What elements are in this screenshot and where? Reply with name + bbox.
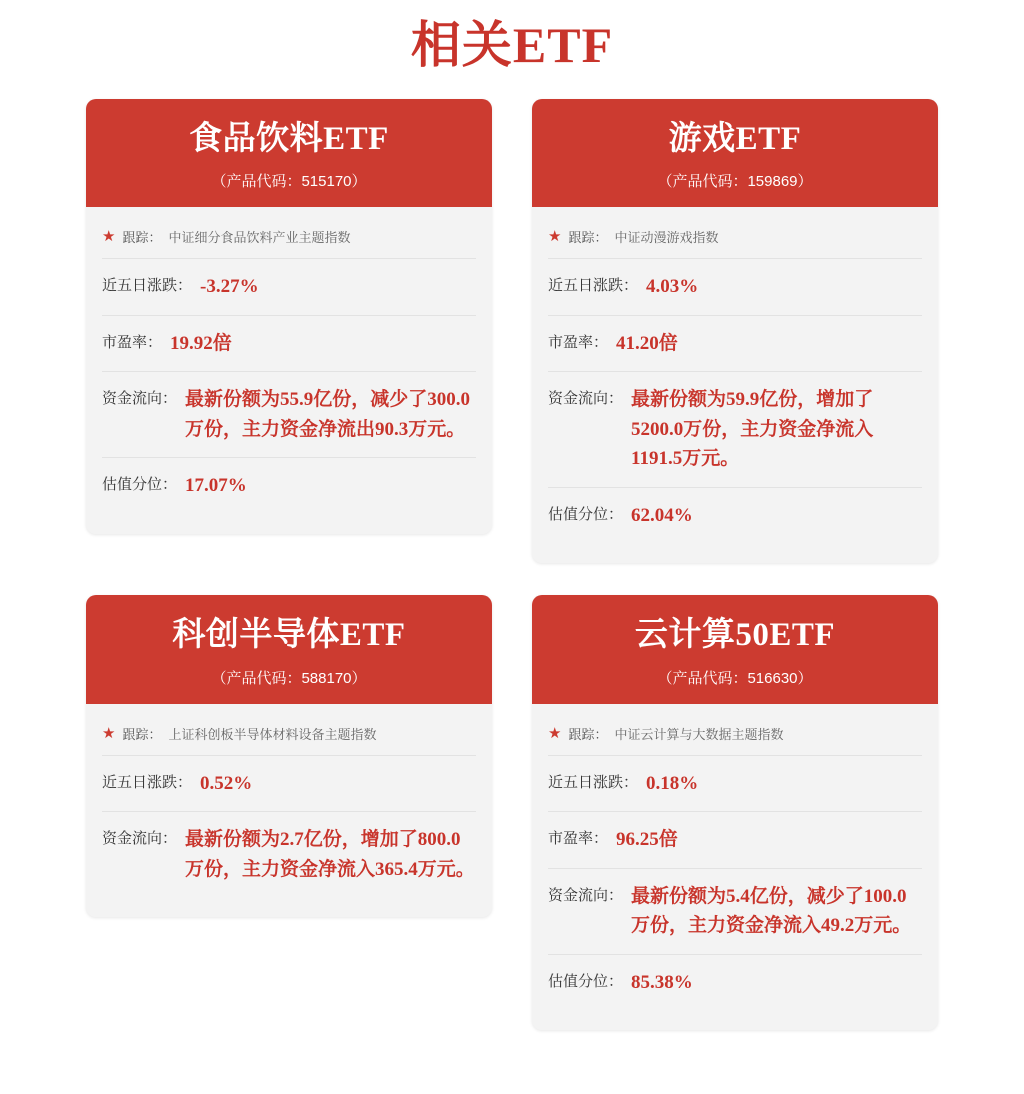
code-suffix: ） xyxy=(797,173,813,191)
etf-card[interactable] xyxy=(532,595,938,1030)
pe-value: 41.20倍 xyxy=(616,332,678,354)
pe-row xyxy=(548,316,922,372)
etf-code xyxy=(100,170,478,191)
page-title: 相关ETF xyxy=(410,17,614,73)
code-value: 159869 xyxy=(747,173,798,191)
track-value: 中证细分食品饮料产业主题指数 xyxy=(168,230,351,246)
flow-label: 资金流向： xyxy=(548,391,624,408)
change5d-row xyxy=(548,756,922,812)
etf-page xyxy=(0,14,1024,1094)
change5d-row xyxy=(102,756,476,812)
pe-label: 市盈率： xyxy=(548,334,609,351)
star-icon: ★ xyxy=(102,228,116,246)
valuation-row xyxy=(548,955,922,1010)
change5d-value: -3.27% xyxy=(200,276,259,298)
change5d-value: 0.52% xyxy=(200,773,253,794)
code-prefix: （产品代码： xyxy=(657,670,748,687)
flow-row xyxy=(548,869,922,955)
pe-row xyxy=(548,812,922,868)
code-prefix: （产品代码： xyxy=(211,670,302,687)
code-prefix: （产品代码： xyxy=(211,173,302,191)
pe-label: 市盈率： xyxy=(548,831,609,848)
etf-code xyxy=(546,170,924,191)
change5d-row xyxy=(548,259,922,315)
valuation-label: 估值分位： xyxy=(548,973,624,990)
flow-label: 资金流向： xyxy=(102,391,178,408)
etf-name: 食品饮料ETF xyxy=(189,120,389,157)
flow-label: 资金流向： xyxy=(548,887,624,904)
flow-row xyxy=(548,372,922,487)
valuation-row xyxy=(548,488,922,543)
pe-value: 96.25倍 xyxy=(616,829,678,851)
card-body xyxy=(86,207,492,533)
track-label: 跟踪： xyxy=(568,727,608,742)
valuation-row xyxy=(102,458,476,513)
card-header xyxy=(532,595,938,704)
star-icon: ★ xyxy=(548,725,562,742)
card-body xyxy=(86,704,492,917)
etf-code xyxy=(100,667,478,688)
etf-name: 游戏ETF xyxy=(668,120,802,157)
code-value: 588170 xyxy=(301,670,352,687)
track-value: 中证云计算与大数据主题指数 xyxy=(614,727,784,742)
track-row xyxy=(102,720,476,756)
pe-value: 19.92倍 xyxy=(170,332,232,354)
flow-value: 最新份额为55.9亿份，减少了300.0万份，主力资金净流出90.3万元。 xyxy=(185,389,471,440)
etf-code xyxy=(546,667,924,688)
change5d-label: 近五日涨跌： xyxy=(548,278,639,295)
code-value: 516630 xyxy=(747,670,798,687)
track-row xyxy=(548,223,922,259)
code-prefix: （产品代码： xyxy=(657,173,748,191)
track-label: 跟踪： xyxy=(122,230,162,246)
track-label: 跟踪： xyxy=(122,727,162,742)
flow-row xyxy=(102,812,476,897)
code-suffix: ） xyxy=(351,670,367,687)
etf-name: 科创半导体ETF xyxy=(172,617,406,654)
code-value: 515170 xyxy=(301,173,352,191)
change5d-label: 近五日涨跌： xyxy=(548,775,639,791)
valuation-label: 估值分位： xyxy=(548,506,624,523)
track-row xyxy=(102,223,476,259)
valuation-value: 62.04% xyxy=(631,504,693,526)
card-header xyxy=(86,99,492,208)
change5d-row xyxy=(102,259,476,315)
track-value: 中证动漫游戏指数 xyxy=(614,230,719,246)
etf-card[interactable] xyxy=(86,595,492,917)
flow-value: 最新份额为5.4亿份，减少了100.0万份，主力资金净流入49.2万元。 xyxy=(631,885,912,937)
star-icon: ★ xyxy=(548,228,562,246)
etf-card[interactable] xyxy=(86,99,492,534)
pe-label: 市盈率： xyxy=(102,334,163,351)
change5d-label: 近五日涨跌： xyxy=(102,278,193,295)
change5d-value: 4.03% xyxy=(646,276,699,298)
track-value: 上证科创板半导体材料设备主题指数 xyxy=(168,727,377,742)
flow-label: 资金流向： xyxy=(102,831,178,848)
flow-value: 最新份额为2.7亿份，增加了800.0万份，主力资金净流入365.4万元。 xyxy=(185,829,475,880)
code-suffix: ） xyxy=(351,173,367,191)
valuation-value: 17.07% xyxy=(185,475,247,497)
etf-card[interactable] xyxy=(532,99,938,564)
change5d-value: 0.18% xyxy=(646,773,699,794)
track-label: 跟踪： xyxy=(568,230,608,246)
code-suffix: ） xyxy=(797,670,813,687)
valuation-value: 85.38% xyxy=(631,971,693,993)
card-header xyxy=(532,99,938,208)
valuation-label: 估值分位： xyxy=(102,477,178,494)
flow-value: 最新份额为59.9亿份，增加了5200.0万份，主力资金净流入1191.5万元。 xyxy=(631,389,874,470)
change5d-label: 近五日涨跌： xyxy=(102,775,193,791)
etf-name: 云计算50ETF xyxy=(634,617,836,654)
pe-row xyxy=(102,316,476,372)
flow-row xyxy=(102,372,476,458)
card-body xyxy=(532,704,938,1030)
card-header xyxy=(86,595,492,704)
track-row xyxy=(548,720,922,756)
etf-card-grid xyxy=(0,99,1024,1031)
card-body xyxy=(532,207,938,563)
star-icon: ★ xyxy=(102,725,116,742)
